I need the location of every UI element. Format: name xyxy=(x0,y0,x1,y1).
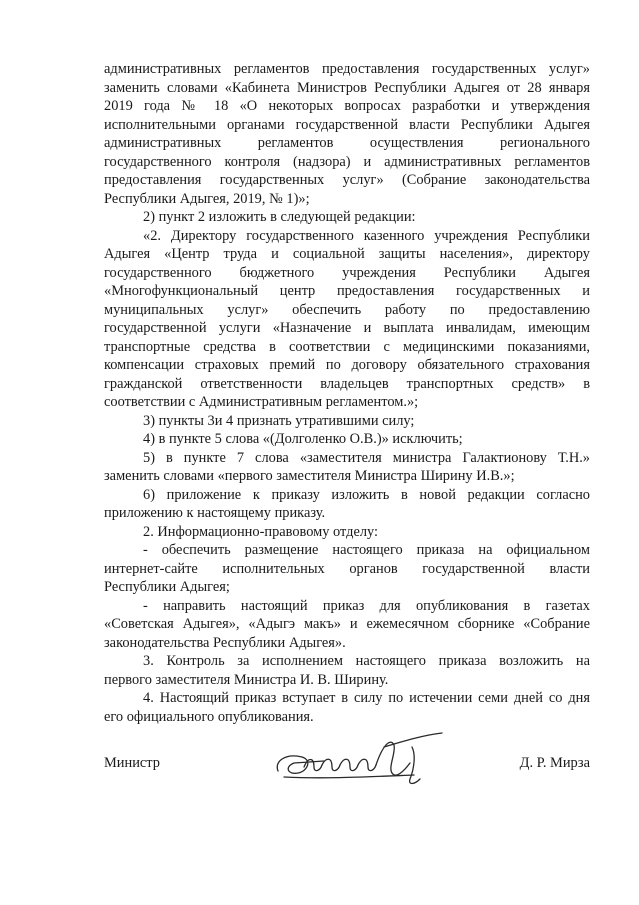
body-text-line: гражданской ответственности владельцев транспортных средств» в xyxy=(104,375,590,392)
body-text-line: государственного бюджетного учреждения Республики Адыгея xyxy=(104,264,590,281)
body-text-line: 6) приложение к приказу изложить в новой редакции согласно xyxy=(143,486,590,503)
document-body xyxy=(104,60,590,726)
body-text-line: соответствии с Административным регламентом.»; xyxy=(104,394,419,410)
body-text-line: приложению к настоящему приказу. xyxy=(104,505,326,521)
signatory-name: Д. Р. Мирза xyxy=(519,755,590,771)
body-text-line: законодательства Республики Адыгея». xyxy=(104,634,346,651)
body-text-line: Адыгея «Центр труда и социальной защиты населения», директору xyxy=(104,246,590,262)
body-text-line: 4) в пункте 5 слова «(Долголенко О.В.)» исключить; xyxy=(143,431,463,447)
signature-block xyxy=(104,745,590,795)
body-text-line: - направить настоящий приказ для опубликования в газетах xyxy=(143,597,590,614)
signatory-title: Министр xyxy=(104,755,160,771)
body-text-line: административных регламентов предоставления государственных услуг» xyxy=(104,61,590,77)
body-text-line: муниципальных услуг» обеспечить работу по предоставлению xyxy=(104,301,590,318)
body-text-line: «Советская Адыгея», «Адыгэ макъ» и ежемесячном сборнике «Собрание xyxy=(104,616,590,632)
body-text-line: 2. Информационно-правовому отделу: xyxy=(143,523,379,540)
body-text-line: первого заместителя Министра И. В. Ширину. xyxy=(104,671,389,688)
body-text-line: компенсации страховых премий по договору обязательного страхования xyxy=(104,357,590,373)
body-text-line: 3. Контроль за исполнением настоящего приказа возложить на xyxy=(143,653,590,669)
handwritten-signature xyxy=(264,727,464,797)
body-text-line: Республики Адыгея, 2019, № 1)»; xyxy=(104,190,310,207)
body-text-line: «2. Директору государственного казенного учреждения Республики xyxy=(143,227,590,244)
body-text-line: 4. Настоящий приказ вступает в силу по истечении семи дней со дня xyxy=(143,690,590,706)
body-text-line: его официального опубликования. xyxy=(104,708,314,725)
body-text-line: 2019 года № 18 «О некоторых вопросах разработки и утверждения xyxy=(104,98,590,114)
body-text-line: заменить словами «Кабинета Министров Республики Адыгея от 28 января xyxy=(104,79,590,96)
body-text-line: исполнительными органами государственной власти Республики Адыгея xyxy=(104,116,590,133)
body-text-line: административных регламентов осуществления регионального xyxy=(104,135,590,151)
body-text-line: транспортные средства в соответствии с медицинскими показаниями, xyxy=(104,338,590,355)
body-text-line: 2) пункт 2 изложить в следующей редакции: xyxy=(143,209,416,225)
body-text-line: государственного контроля (надзора) и административных регламентов xyxy=(104,153,590,170)
body-text-line: «Многофункциональный центр предоставления государственных и xyxy=(104,283,590,299)
body-text-line: предоставления государственных услуг» (Собрание законодательства xyxy=(104,172,590,188)
body-text-line: государственной услуги «Назначение и выплата инвалидам, имеющим xyxy=(104,320,590,336)
body-text-line: - обеспечить размещение настоящего приказа на официальном xyxy=(143,542,590,558)
body-text-line: Республики Адыгея; xyxy=(104,579,230,595)
body-text-line: интернет-сайте исполнительных органов государственной власти xyxy=(104,560,590,577)
body-text-line: заменить словами «первого заместителя Министра Ширину И.В.»; xyxy=(104,468,515,484)
body-text-line: 5) в пункте 7 слова «заместителя министра Галактионову Т.Н.» xyxy=(143,449,590,466)
body-text-line: 3) пункты 3и 4 признать утратившими силу; xyxy=(143,412,415,429)
